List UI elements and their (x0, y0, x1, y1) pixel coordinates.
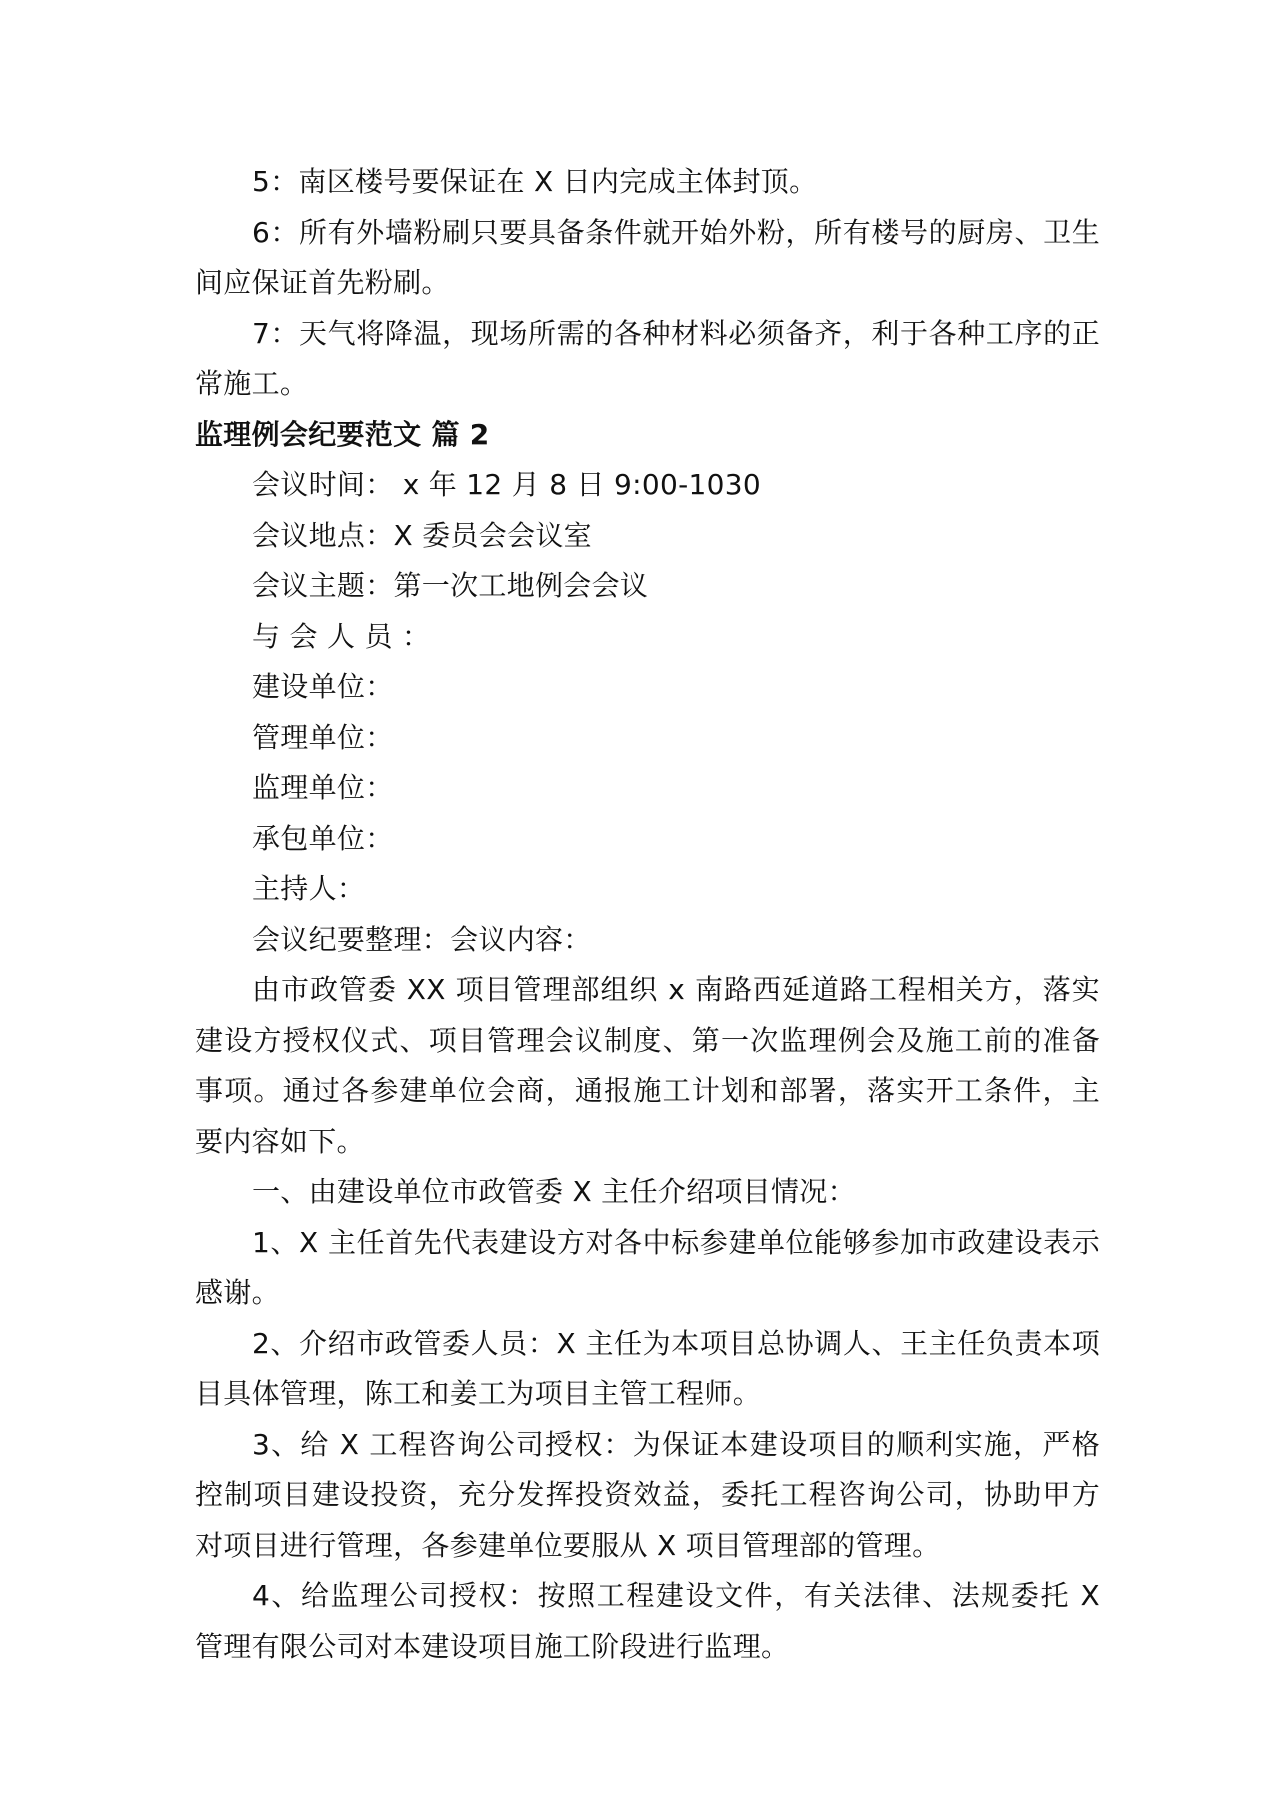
document-body (195, 157, 1100, 1672)
meeting-time: 会议时间： x 年 12 月 8 日 9:00-1030 (252, 468, 761, 501)
meeting-attendees: 与 会 人 员 ： (252, 619, 431, 653)
body-paragraph-item-1: 1、X 主任首先代表建设方对各中标参建单位能够参加市政建设表示感谢。 (195, 1225, 1100, 1309)
meeting-host: 主持人： (252, 872, 366, 905)
supervision-unit: 监理单位： (252, 771, 394, 804)
management-unit: 管理单位： (252, 720, 394, 754)
meeting-topic: 会议主题：第一次工地例会会议 (252, 569, 649, 602)
meeting-location: 会议地点：X 委员会会议室 (252, 518, 592, 552)
construction-unit: 建设单位： (252, 670, 394, 703)
contractor-unit: 承包单位： (252, 821, 394, 855)
body-paragraph-item-2: 2、介绍市政管委人员：X 主任为本项目总协调人、王主任负责本项目具体管理，陈工和姜工为项目主管工程师。 (195, 1326, 1100, 1410)
body-paragraph-item-4: 4、给监理公司授权：按照工程建设文件，有关法律、法规委托 X 管理有限公司对本建设项目施工阶段进行监理。 (195, 1579, 1100, 1663)
paragraph-item-6: 6：所有外墙粉刷只要具备条件就开始外粉，所有楼号的厨房、卫生间应保证首先粉刷。 (195, 215, 1100, 299)
paragraph-item-7: 7：天气将降温，现场所需的各种材料必须备齐，利于各种工序的正常施工。 (195, 316, 1100, 400)
body-paragraph-section-1: 一、由建设单位市政管委 X 主任介绍项目情况： (252, 1175, 856, 1208)
paragraph-item-5: 5：南区楼号要保证在 X 日内完成主体封顶。 (252, 165, 818, 198)
body-paragraph-item-3: 3、给 X 工程咨询公司授权：为保证本建设项目的顺利实施，严格控制项目建设投资，充分发挥投资效益，委托工程咨询公司，协助甲方对项目进行管理，各参建单位要服从 X 项目管理部的管理。 (195, 1427, 1100, 1562)
section-heading: 监理例会纪要范文 篇 2 (195, 417, 490, 451)
meeting-minutes: 会议纪要整理：会议内容： (252, 922, 592, 956)
body-paragraph-intro: 由市政管委 XX 项目管理部组织 x 南路西延道路工程相关方，落实建设方授权仪式、项目管理会议制度、第一次监理例会及施工前的准备事项。通过各参建单位会商，通报施工计划和部署，落实开工条件，主要内容如下。 (195, 973, 1100, 1158)
